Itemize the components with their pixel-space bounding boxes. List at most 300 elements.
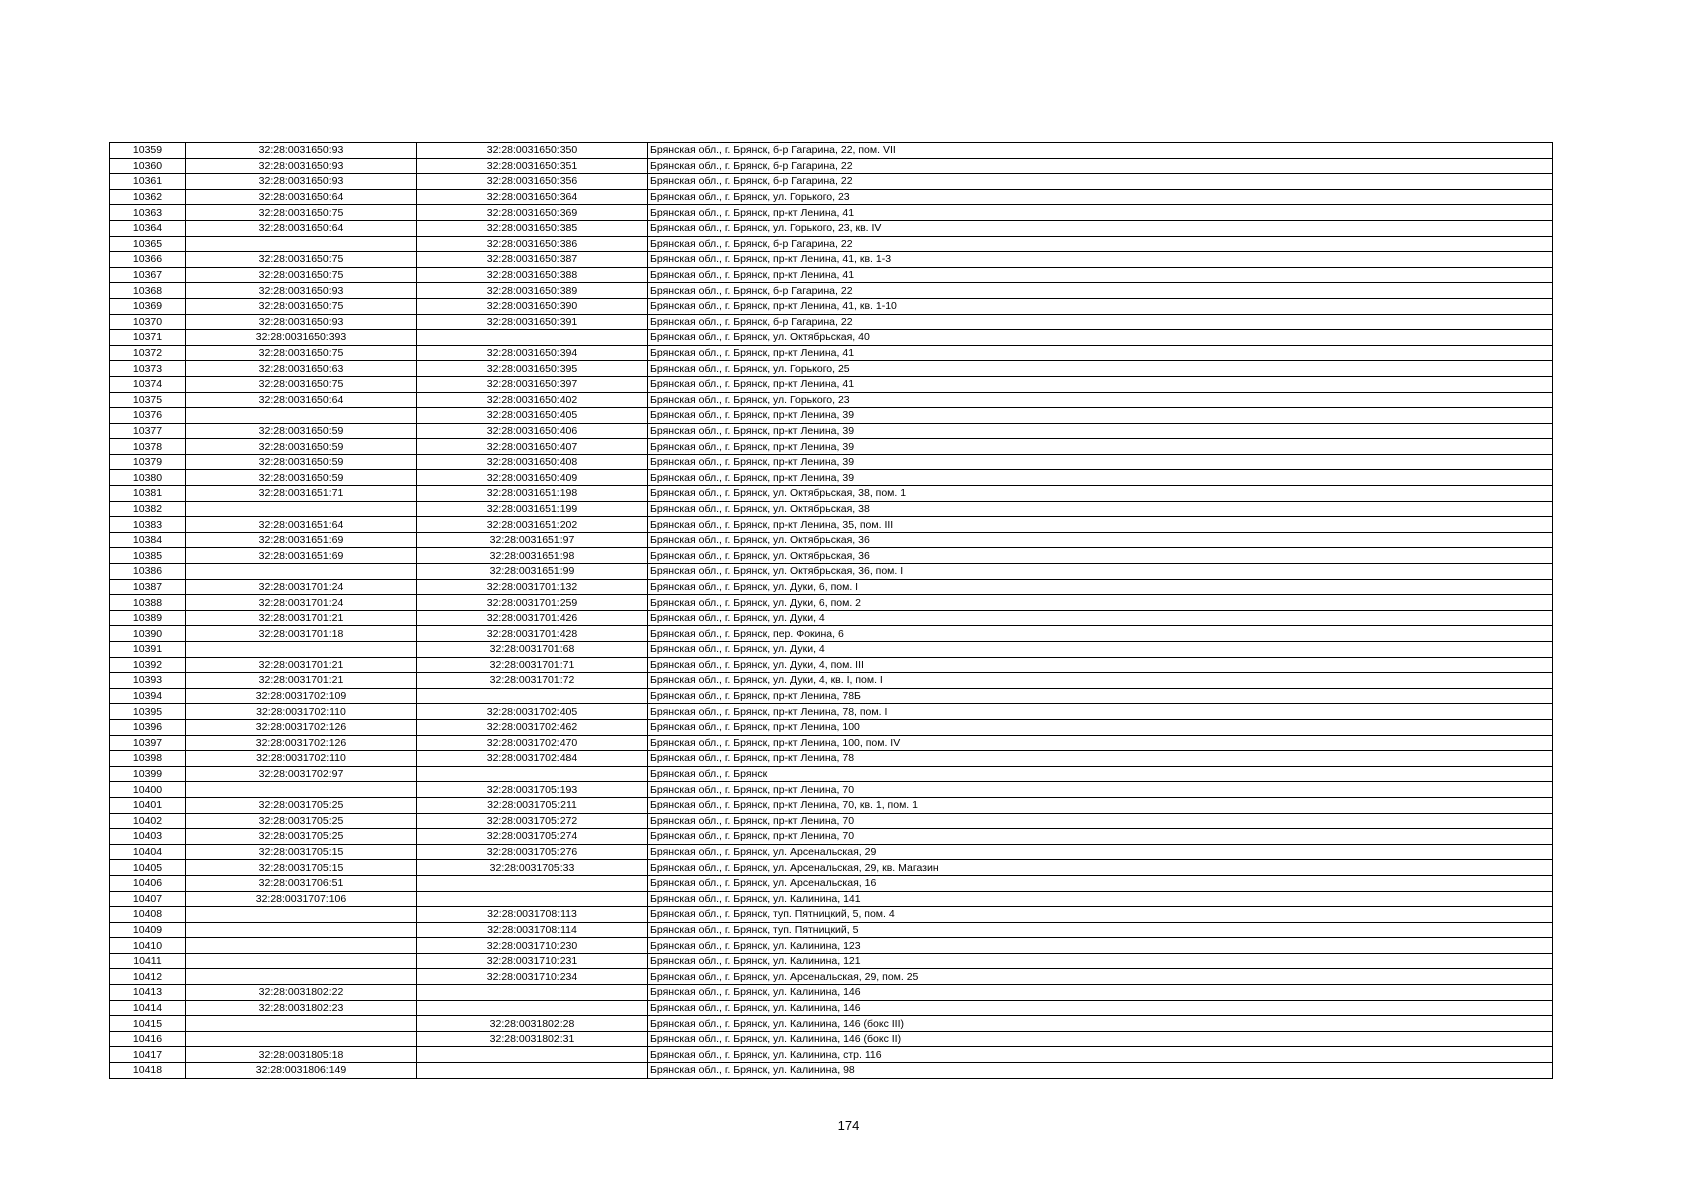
row-number-cell: 10395 [110, 704, 186, 720]
row-number-cell: 10409 [110, 922, 186, 938]
row-number-cell: 10417 [110, 1047, 186, 1063]
row-number-cell: 10380 [110, 470, 186, 486]
address-cell: Брянская обл., г. Брянск, б-р Гагарина, 22 [648, 283, 1553, 299]
parcel-number-cell: 32:28:0031651:69 [186, 532, 417, 548]
address-cell: Брянская обл., г. Брянск, пр-кт Ленина, 100, пом. IV [648, 735, 1553, 751]
address-cell: Брянская обл., г. Брянск, ул. Дуки, 6, пом. 2 [648, 595, 1553, 611]
address-cell: Брянская обл., г. Брянск, ул. Калинина, 98 [648, 1063, 1553, 1079]
table-row [110, 595, 1553, 611]
table-row [110, 517, 1553, 533]
address-cell: Брянская обл., г. Брянск, ул. Октябрьская, 40 [648, 330, 1553, 346]
address-cell: Брянская обл., г. Брянск, ул. Горького, 23 [648, 392, 1553, 408]
parcel-number-cell: 32:28:0031702:110 [186, 751, 417, 767]
row-number-cell: 10360 [110, 158, 186, 174]
parcel-number-cell: 32:28:0031650:59 [186, 454, 417, 470]
address-cell: Брянская обл., г. Брянск, ул. Октябрьская, 36, пом. I [648, 564, 1553, 580]
row-number-cell: 10377 [110, 423, 186, 439]
parcel-number-cell: 32:28:0031650:75 [186, 298, 417, 314]
table-row [110, 626, 1553, 642]
row-number-cell: 10402 [110, 813, 186, 829]
row-number-cell: 10382 [110, 501, 186, 517]
address-cell: Брянская обл., г. Брянск, пр-кт Ленина, 70 [648, 782, 1553, 798]
object-number-cell: 32:28:0031705:272 [417, 813, 648, 829]
object-number-cell [417, 330, 648, 346]
object-number-cell: 32:28:0031650:356 [417, 174, 648, 190]
table-row [110, 454, 1553, 470]
row-number-cell: 10378 [110, 439, 186, 455]
parcel-number-cell: 32:28:0031650:93 [186, 314, 417, 330]
table-row [110, 875, 1553, 891]
row-number-cell: 10381 [110, 486, 186, 502]
parcel-number-cell: 32:28:0031701:21 [186, 657, 417, 673]
row-number-cell: 10359 [110, 143, 186, 159]
parcel-number-cell: 32:28:0031650:75 [186, 267, 417, 283]
table-row [110, 719, 1553, 735]
object-number-cell [417, 688, 648, 704]
row-number-cell: 10405 [110, 860, 186, 876]
table-row [110, 423, 1553, 439]
address-cell: Брянская обл., г. Брянск, ул. Арсенальская, 29, кв. Магазин [648, 860, 1553, 876]
address-cell: Брянская обл., г. Брянск, ул. Горького, 25 [648, 361, 1553, 377]
table-row [110, 829, 1553, 845]
table-row [110, 486, 1553, 502]
row-number-cell: 10394 [110, 688, 186, 704]
table-row [110, 657, 1553, 673]
table-row [110, 314, 1553, 330]
table-row [110, 189, 1553, 205]
row-number-cell: 10399 [110, 766, 186, 782]
parcel-number-cell [186, 501, 417, 517]
address-cell: Брянская обл., г. Брянск, ул. Калинина, 141 [648, 891, 1553, 907]
address-cell: Брянская обл., г. Брянск, ул. Арсенальская, 29, пом. 25 [648, 969, 1553, 985]
parcel-number-cell: 32:28:0031702:110 [186, 704, 417, 720]
address-cell: Брянская обл., г. Брянск, б-р Гагарина, 22 [648, 314, 1553, 330]
object-number-cell: 32:28:0031705:193 [417, 782, 648, 798]
address-cell: Брянская обл., г. Брянск, ул. Октябрьская, 38 [648, 501, 1553, 517]
object-number-cell: 32:28:0031705:33 [417, 860, 648, 876]
row-number-cell: 10397 [110, 735, 186, 751]
object-number-cell: 32:28:0031651:98 [417, 548, 648, 564]
table-row [110, 205, 1553, 221]
object-number-cell [417, 1063, 648, 1079]
table-row [110, 174, 1553, 190]
row-number-cell: 10400 [110, 782, 186, 798]
object-number-cell: 32:28:0031701:72 [417, 673, 648, 689]
row-number-cell: 10387 [110, 579, 186, 595]
parcel-number-cell: 32:28:0031707:106 [186, 891, 417, 907]
address-cell: Брянская обл., г. Брянск, пр-кт Ленина, 39 [648, 470, 1553, 486]
row-number-cell: 10396 [110, 719, 186, 735]
address-cell: Брянская обл., г. Брянск, ул. Калинина, 121 [648, 953, 1553, 969]
parcel-number-cell: 32:28:0031651:64 [186, 517, 417, 533]
parcel-number-cell: 32:28:0031650:63 [186, 361, 417, 377]
address-cell: Брянская обл., г. Брянск, ул. Арсенальская, 29 [648, 844, 1553, 860]
object-number-cell: 32:28:0031650:408 [417, 454, 648, 470]
object-number-cell: 32:28:0031701:428 [417, 626, 648, 642]
parcel-number-cell: 32:28:0031802:23 [186, 1000, 417, 1016]
table-row [110, 969, 1553, 985]
table-row [110, 345, 1553, 361]
parcel-number-cell: 32:28:0031705:15 [186, 844, 417, 860]
row-number-cell: 10406 [110, 875, 186, 891]
parcel-number-cell: 32:28:0031701:24 [186, 595, 417, 611]
object-number-cell: 32:28:0031650:369 [417, 205, 648, 221]
table-row [110, 376, 1553, 392]
object-number-cell: 32:28:0031650:364 [417, 189, 648, 205]
object-number-cell: 32:28:0031705:276 [417, 844, 648, 860]
address-cell: Брянская обл., г. Брянск, ул. Дуки, 4 [648, 610, 1553, 626]
parcel-number-cell: 32:28:0031706:51 [186, 875, 417, 891]
parcel-number-cell: 32:28:0031650:393 [186, 330, 417, 346]
parcel-number-cell: 32:28:0031650:93 [186, 158, 417, 174]
table-row [110, 330, 1553, 346]
row-number-cell: 10385 [110, 548, 186, 564]
row-number-cell: 10410 [110, 938, 186, 954]
object-number-cell: 32:28:0031802:28 [417, 1016, 648, 1032]
row-number-cell: 10407 [110, 891, 186, 907]
row-number-cell: 10386 [110, 564, 186, 580]
parcel-number-cell [186, 907, 417, 923]
parcel-number-cell: 32:28:0031650:75 [186, 252, 417, 268]
row-number-cell: 10412 [110, 969, 186, 985]
object-number-cell: 32:28:0031650:387 [417, 252, 648, 268]
table-row [110, 470, 1553, 486]
row-number-cell: 10401 [110, 797, 186, 813]
object-number-cell: 32:28:0031701:68 [417, 642, 648, 658]
parcel-number-cell: 32:28:0031650:59 [186, 439, 417, 455]
address-cell: Брянская обл., г. Брянск, ул. Арсенальская, 16 [648, 875, 1553, 891]
row-number-cell: 10384 [110, 532, 186, 548]
row-number-cell: 10392 [110, 657, 186, 673]
object-number-cell: 32:28:0031651:198 [417, 486, 648, 502]
row-number-cell: 10411 [110, 953, 186, 969]
object-number-cell: 32:28:0031650:406 [417, 423, 648, 439]
row-number-cell: 10375 [110, 392, 186, 408]
table-row [110, 392, 1553, 408]
table-row [110, 813, 1553, 829]
row-number-cell: 10404 [110, 844, 186, 860]
row-number-cell: 10361 [110, 174, 186, 190]
address-cell: Брянская обл., г. Брянск, пр-кт Ленина, 41, кв. 1-3 [648, 252, 1553, 268]
address-cell: Брянская обл., г. Брянск, туп. Пятницкий, 5, пом. 4 [648, 907, 1553, 923]
row-number-cell: 10389 [110, 610, 186, 626]
parcel-number-cell: 32:28:0031651:71 [186, 486, 417, 502]
table-row [110, 938, 1553, 954]
row-number-cell: 10408 [110, 907, 186, 923]
parcel-number-cell [186, 953, 417, 969]
object-number-cell: 32:28:0031650:390 [417, 298, 648, 314]
parcel-number-cell: 32:28:0031701:21 [186, 673, 417, 689]
parcel-number-cell: 32:28:0031702:126 [186, 719, 417, 735]
object-number-cell [417, 875, 648, 891]
row-number-cell: 10366 [110, 252, 186, 268]
row-number-cell: 10370 [110, 314, 186, 330]
object-number-cell: 32:28:0031701:132 [417, 579, 648, 595]
address-cell: Брянская обл., г. Брянск, ул. Дуки, 4, кв. I, пом. I [648, 673, 1553, 689]
object-number-cell: 32:28:0031650:407 [417, 439, 648, 455]
table-row [110, 860, 1553, 876]
row-number-cell: 10365 [110, 236, 186, 252]
address-cell: Брянская обл., г. Брянск, пр-кт Ленина, 78Б [648, 688, 1553, 704]
row-number-cell: 10379 [110, 454, 186, 470]
address-cell: Брянская обл., г. Брянск, пр-кт Ленина, 35, пом. III [648, 517, 1553, 533]
object-number-cell: 32:28:0031710:231 [417, 953, 648, 969]
parcel-number-cell [186, 969, 417, 985]
row-number-cell: 10388 [110, 595, 186, 611]
object-number-cell: 32:28:0031705:211 [417, 797, 648, 813]
address-cell: Брянская обл., г. Брянск, пр-кт Ленина, 70, кв. 1, пом. 1 [648, 797, 1553, 813]
table-row [110, 158, 1553, 174]
object-number-cell: 32:28:0031702:484 [417, 751, 648, 767]
parcel-number-cell: 32:28:0031701:24 [186, 579, 417, 595]
parcel-number-cell [186, 236, 417, 252]
address-cell: Брянская обл., г. Брянск, пр-кт Ленина, 70 [648, 813, 1553, 829]
table-row [110, 532, 1553, 548]
parcel-number-cell: 32:28:0031702:109 [186, 688, 417, 704]
parcel-number-cell [186, 564, 417, 580]
table-row [110, 501, 1553, 517]
row-number-cell: 10363 [110, 205, 186, 221]
object-number-cell [417, 891, 648, 907]
parcel-number-cell [186, 938, 417, 954]
address-cell: Брянская обл., г. Брянск, пр-кт Ленина, 100 [648, 719, 1553, 735]
table-row [110, 735, 1553, 751]
table-row [110, 252, 1553, 268]
address-cell: Брянская обл., г. Брянск, пр-кт Ленина, 41 [648, 267, 1553, 283]
parcel-number-cell: 32:28:0031701:21 [186, 610, 417, 626]
parcel-number-cell: 32:28:0031650:59 [186, 423, 417, 439]
object-number-cell: 32:28:0031651:99 [417, 564, 648, 580]
row-number-cell: 10403 [110, 829, 186, 845]
object-number-cell: 32:28:0031650:351 [417, 158, 648, 174]
registry-table [109, 142, 1553, 1079]
object-number-cell: 32:28:0031651:202 [417, 517, 648, 533]
table-row [110, 953, 1553, 969]
row-number-cell: 10369 [110, 298, 186, 314]
table-row [110, 688, 1553, 704]
table-row [110, 610, 1553, 626]
row-number-cell: 10391 [110, 642, 186, 658]
object-number-cell: 32:28:0031701:426 [417, 610, 648, 626]
table-row [110, 579, 1553, 595]
parcel-number-cell: 32:28:0031701:18 [186, 626, 417, 642]
address-cell: Брянская обл., г. Брянск, ул. Калинина, стр. 116 [648, 1047, 1553, 1063]
address-cell: Брянская обл., г. Брянск, ул. Дуки, 4, пом. III [648, 657, 1553, 673]
address-cell: Брянская обл., г. Брянск, пр-кт Ленина, 39 [648, 423, 1553, 439]
object-number-cell: 32:28:0031650:391 [417, 314, 648, 330]
parcel-number-cell: 32:28:0031650:64 [186, 392, 417, 408]
address-cell: Брянская обл., г. Брянск, туп. Пятницкий, 5 [648, 922, 1553, 938]
parcel-number-cell: 32:28:0031650:93 [186, 174, 417, 190]
parcel-number-cell [186, 642, 417, 658]
object-number-cell: 32:28:0031708:114 [417, 922, 648, 938]
row-number-cell: 10371 [110, 330, 186, 346]
row-number-cell: 10393 [110, 673, 186, 689]
address-cell: Брянская обл., г. Брянск, пр-кт Ленина, 41 [648, 376, 1553, 392]
table-row [110, 439, 1553, 455]
parcel-number-cell: 32:28:0031805:18 [186, 1047, 417, 1063]
address-cell: Брянская обл., г. Брянск, ул. Калинина, 123 [648, 938, 1553, 954]
address-cell: Брянская обл., г. Брянск, пр-кт Ленина, 39 [648, 439, 1553, 455]
row-number-cell: 10398 [110, 751, 186, 767]
object-number-cell: 32:28:0031650:389 [417, 283, 648, 299]
object-number-cell: 32:28:0031710:230 [417, 938, 648, 954]
row-number-cell: 10390 [110, 626, 186, 642]
row-number-cell: 10364 [110, 220, 186, 236]
address-cell: Брянская обл., г. Брянск, ул. Калинина, 146 (бокс III) [648, 1016, 1553, 1032]
object-number-cell [417, 766, 648, 782]
table-row [110, 283, 1553, 299]
table-row [110, 408, 1553, 424]
row-number-cell: 10415 [110, 1016, 186, 1032]
parcel-number-cell: 32:28:0031702:97 [186, 766, 417, 782]
parcel-number-cell [186, 922, 417, 938]
parcel-number-cell: 32:28:0031806:149 [186, 1063, 417, 1079]
address-cell: Брянская обл., г. Брянск, пр-кт Ленина, 39 [648, 408, 1553, 424]
parcel-number-cell: 32:28:0031705:25 [186, 797, 417, 813]
object-number-cell: 32:28:0031650:397 [417, 376, 648, 392]
table-row [110, 704, 1553, 720]
object-number-cell: 32:28:0031702:462 [417, 719, 648, 735]
address-cell: Брянская обл., г. Брянск, пр-кт Ленина, 41 [648, 345, 1553, 361]
object-number-cell: 32:28:0031650:386 [417, 236, 648, 252]
row-number-cell: 10418 [110, 1063, 186, 1079]
parcel-number-cell [186, 1016, 417, 1032]
table-row [110, 673, 1553, 689]
object-number-cell: 32:28:0031650:405 [417, 408, 648, 424]
address-cell: Брянская обл., г. Брянск, б-р Гагарина, 22, пом. VII [648, 143, 1553, 159]
address-cell: Брянская обл., г. Брянск, ул. Октябрьская, 38, пом. 1 [648, 486, 1553, 502]
object-number-cell: 32:28:0031702:470 [417, 735, 648, 751]
address-cell: Брянская обл., г. Брянск, ул. Октябрьская, 36 [648, 532, 1553, 548]
parcel-number-cell: 32:28:0031650:93 [186, 283, 417, 299]
address-cell: Брянская обл., г. Брянск, б-р Гагарина, 22 [648, 158, 1553, 174]
parcel-number-cell: 32:28:0031705:25 [186, 813, 417, 829]
object-number-cell: 32:28:0031650:409 [417, 470, 648, 486]
object-number-cell: 32:28:0031705:274 [417, 829, 648, 845]
parcel-number-cell: 32:28:0031650:75 [186, 205, 417, 221]
parcel-number-cell: 32:28:0031651:69 [186, 548, 417, 564]
row-number-cell: 10372 [110, 345, 186, 361]
table-row [110, 143, 1553, 159]
address-cell: Брянская обл., г. Брянск, ул. Октябрьская, 36 [648, 548, 1553, 564]
parcel-number-cell: 32:28:0031650:75 [186, 376, 417, 392]
object-number-cell: 32:28:0031650:402 [417, 392, 648, 408]
table-row [110, 361, 1553, 377]
parcel-number-cell: 32:28:0031650:93 [186, 143, 417, 159]
address-cell: Брянская обл., г. Брянск, ул. Горького, 23 [648, 189, 1553, 205]
table-row [110, 985, 1553, 1001]
row-number-cell: 10383 [110, 517, 186, 533]
address-cell: Брянская обл., г. Брянск, ул. Горького, 23, кв. IV [648, 220, 1553, 236]
object-number-cell: 32:28:0031701:259 [417, 595, 648, 611]
parcel-number-cell [186, 408, 417, 424]
table-row [110, 782, 1553, 798]
object-number-cell: 32:28:0031708:113 [417, 907, 648, 923]
address-cell: Брянская обл., г. Брянск, пр-кт Ленина, 70 [648, 829, 1553, 845]
table-row [110, 1000, 1553, 1016]
parcel-number-cell: 32:28:0031705:25 [186, 829, 417, 845]
table-row [110, 1016, 1553, 1032]
row-number-cell: 10413 [110, 985, 186, 1001]
table-row [110, 267, 1553, 283]
parcel-number-cell: 32:28:0031650:75 [186, 345, 417, 361]
address-cell: Брянская обл., г. Брянск, пр-кт Ленина, 39 [648, 454, 1553, 470]
table-row [110, 1031, 1553, 1047]
table-row [110, 844, 1553, 860]
address-cell: Брянская обл., г. Брянск, б-р Гагарина, 22 [648, 236, 1553, 252]
address-cell: Брянская обл., г. Брянск, пр-кт Ленина, 78, пом. I [648, 704, 1553, 720]
object-number-cell: 32:28:0031651:97 [417, 532, 648, 548]
address-cell: Брянская обл., г. Брянск [648, 766, 1553, 782]
table-row [110, 766, 1553, 782]
address-cell: Брянская обл., г. Брянск, ул. Дуки, 4 [648, 642, 1553, 658]
address-cell: Брянская обл., г. Брянск, пр-кт Ленина, 78 [648, 751, 1553, 767]
object-number-cell [417, 1047, 648, 1063]
table-row [110, 548, 1553, 564]
page-number: 174 [837, 1118, 860, 1133]
address-cell: Брянская обл., г. Брянск, пр-кт Ленина, 41 [648, 205, 1553, 221]
table-row [110, 891, 1553, 907]
row-number-cell: 10414 [110, 1000, 186, 1016]
parcel-number-cell [186, 782, 417, 798]
object-number-cell: 32:28:0031650:385 [417, 220, 648, 236]
address-cell: Брянская обл., г. Брянск, ул. Дуки, 6, пом. I [648, 579, 1553, 595]
parcel-number-cell: 32:28:0031650:64 [186, 189, 417, 205]
address-cell: Брянская обл., г. Брянск, пер. Фокина, 6 [648, 626, 1553, 642]
object-number-cell [417, 1000, 648, 1016]
table-row [110, 907, 1553, 923]
parcel-number-cell: 32:28:0031705:15 [186, 860, 417, 876]
parcel-number-cell: 32:28:0031650:59 [186, 470, 417, 486]
address-cell: Брянская обл., г. Брянск, пр-кт Ленина, 41, кв. 1-10 [648, 298, 1553, 314]
object-number-cell: 32:28:0031701:71 [417, 657, 648, 673]
object-number-cell [417, 985, 648, 1001]
object-number-cell: 32:28:0031702:405 [417, 704, 648, 720]
table-row [110, 1047, 1553, 1063]
address-cell: Брянская обл., г. Брянск, б-р Гагарина, 22 [648, 174, 1553, 190]
table-row [110, 922, 1553, 938]
parcel-number-cell: 32:28:0031802:22 [186, 985, 417, 1001]
address-cell: Брянская обл., г. Брянск, ул. Калинина, 146 [648, 985, 1553, 1001]
object-number-cell: 32:28:0031650:388 [417, 267, 648, 283]
object-number-cell: 32:28:0031650:394 [417, 345, 648, 361]
object-number-cell: 32:28:0031802:31 [417, 1031, 648, 1047]
row-number-cell: 10367 [110, 267, 186, 283]
row-number-cell: 10376 [110, 408, 186, 424]
object-number-cell: 32:28:0031650:395 [417, 361, 648, 377]
table-row [110, 1063, 1553, 1079]
parcel-number-cell [186, 1031, 417, 1047]
object-number-cell: 32:28:0031650:350 [417, 143, 648, 159]
row-number-cell: 10416 [110, 1031, 186, 1047]
parcel-number-cell: 32:28:0031702:126 [186, 735, 417, 751]
row-number-cell: 10368 [110, 283, 186, 299]
address-cell: Брянская обл., г. Брянск, ул. Калинина, 146 [648, 1000, 1553, 1016]
table-row [110, 642, 1553, 658]
table-row [110, 298, 1553, 314]
row-number-cell: 10373 [110, 361, 186, 377]
object-number-cell: 32:28:0031710:234 [417, 969, 648, 985]
registry-table-body [110, 143, 1553, 1079]
row-number-cell: 10362 [110, 189, 186, 205]
row-number-cell: 10374 [110, 376, 186, 392]
table-row [110, 564, 1553, 580]
table-row [110, 797, 1553, 813]
object-number-cell: 32:28:0031651:199 [417, 501, 648, 517]
parcel-number-cell: 32:28:0031650:64 [186, 220, 417, 236]
table-row [110, 236, 1553, 252]
